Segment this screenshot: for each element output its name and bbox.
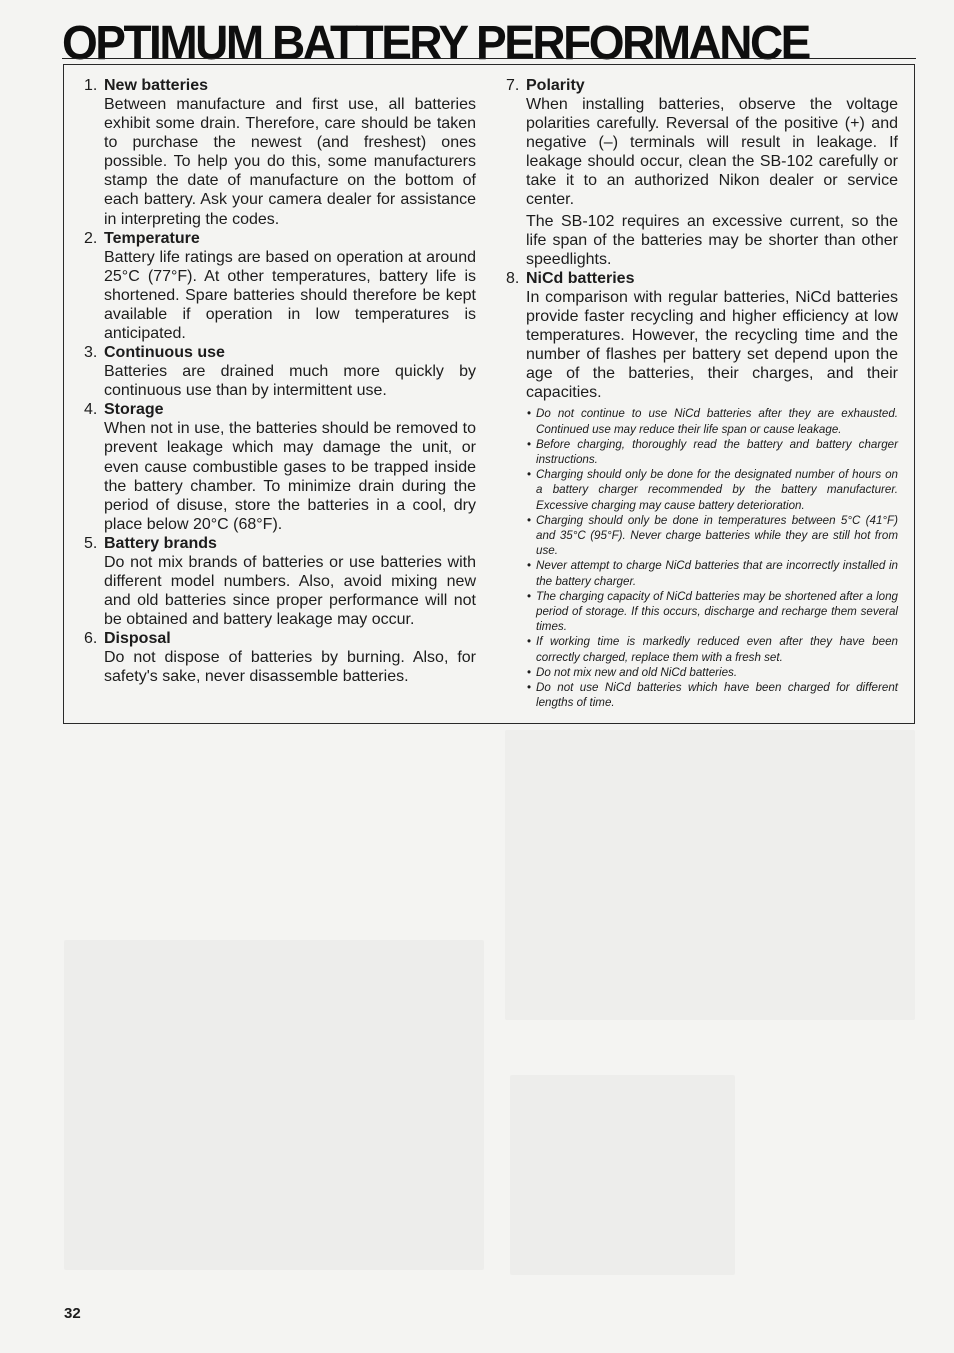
section-number: 3. bbox=[84, 344, 98, 362]
section-disposal bbox=[84, 629, 476, 686]
section-text: Batteries are drained much more quickly by continuous use than by intermittent use. bbox=[104, 363, 476, 400]
nicd-note: • Do not continue to use NiCd batteries after they are exhausted. Continued use may reduce their life span or cause leakage. bbox=[526, 406, 898, 436]
section-heading: NiCd batteries bbox=[526, 269, 635, 287]
page-number: 32 bbox=[64, 1305, 81, 1322]
section-text: When installing batteries, observe the voltage polarities carefully. Reversal of the positive (+) and negative (–) terminals will result in leakage. If leakage should occur, clean the SB-102 carefully or take it to an authorized Nikon dealer or service center. bbox=[526, 96, 898, 209]
nicd-note: • Do not mix new and old NiCd batteries. bbox=[526, 665, 898, 680]
section-text: When not in use, the batteries should be removed to prevent leakage which may damage the unit, or even cause combustible gases to be trapped inside the battery chamber. To minimize drain during the period of disuse, store the batteries in a cool, dry place below 20°C (68°F). bbox=[104, 420, 476, 533]
left-column bbox=[84, 76, 476, 686]
section-number: 2. bbox=[84, 229, 98, 247]
section-text: Do not dispose of batteries by burning. Also, for safety's sake, never disassemble batteries. bbox=[104, 649, 476, 686]
nicd-note: • If working time is markedly reduced even after they have been correctly charged, replace them with a fresh set. bbox=[526, 634, 898, 664]
section-number: 1. bbox=[84, 77, 98, 94]
section-heading: Disposal bbox=[104, 630, 171, 648]
nicd-notes-list bbox=[506, 406, 898, 710]
nicd-note: • The charging capacity of NiCd batteries may be shortened after a long period of storage. If this occurs, discharge and recharge them several times. bbox=[526, 589, 898, 635]
section-number: 4. bbox=[84, 401, 98, 419]
section-text: Do not mix brands of batteries or use batteries with different model numbers. Also, avoid mixing new and old batteries since proper performance will not be obtained and battery leakage may occur. bbox=[104, 553, 476, 629]
section-heading: Storage bbox=[104, 401, 164, 419]
nicd-note: • Do not use NiCd batteries which have been charged for different lengths of time. bbox=[526, 680, 898, 710]
section-heading: Polarity bbox=[526, 77, 585, 94]
section-number: 6. bbox=[84, 630, 98, 648]
section-new-batteries bbox=[84, 76, 476, 229]
nicd-note: • Before charging, thoroughly read the battery and battery charger instructions. bbox=[526, 437, 898, 467]
section-number: 5. bbox=[84, 534, 98, 552]
section-heading: Temperature bbox=[104, 229, 200, 247]
section-number: 7. bbox=[506, 77, 520, 94]
section-heading: Battery brands bbox=[104, 534, 217, 552]
section-storage bbox=[84, 400, 476, 534]
page-title: OPTIMUM BATTERY PERFORMANCE bbox=[62, 15, 809, 70]
section-battery-brands bbox=[84, 534, 476, 629]
show-through-shading bbox=[64, 940, 484, 1270]
section-text: Between manufacture and first use, all batteries exhibit some drain. Therefore, care should be taken to purchase the newest (and freshest) ones possible. To help you do this, some manufacturers stamp the date of manufacture on the bottom of each battery. Ask your camera dealer for assistance in interpreting the codes. bbox=[104, 96, 476, 228]
title-rule bbox=[62, 58, 916, 59]
right-column bbox=[506, 76, 898, 710]
section-continuous-use bbox=[84, 343, 476, 400]
section-polarity bbox=[506, 76, 898, 269]
section-heading: New batteries bbox=[104, 77, 209, 94]
section-text: Battery life ratings are based on operation at around 25°C (77°F). At other temperatures, battery life is shortened. Spare batteries should therefore be kept available if operation in low temperatures is anticipated. bbox=[104, 248, 476, 343]
section-text: The SB-102 requires an excessive current, so the life span of the batteries may be shorter than other speedlights. bbox=[526, 212, 898, 268]
section-heading: Continuous use bbox=[104, 344, 225, 362]
nicd-note: • Charging should only be done in temperatures between 5°C (41°F) and 35°C (95°F). Never charge batteries while they are still hot from use. bbox=[526, 513, 898, 559]
section-text: In comparison with regular batteries, NiCd batteries provide faster recycling and higher efficiency at low temperatures. However, the recycling time and the number of flashes per battery set depend upon the age of the batteries, their charges, and their capacities. bbox=[526, 288, 898, 402]
nicd-note: • Never attempt to charge NiCd batteries that are incorrectly installed in the battery charger. bbox=[526, 558, 898, 588]
show-through-shading bbox=[505, 730, 915, 1020]
nicd-note: • Charging should only be done for the designated number of hours on a battery charger recommended by the battery manufacturer. Excessive charging may cause battery deterioration. bbox=[526, 467, 898, 513]
section-number: 8. bbox=[506, 269, 520, 287]
show-through-shading bbox=[510, 1075, 735, 1275]
section-nicd-batteries bbox=[506, 269, 898, 403]
section-temperature bbox=[84, 229, 476, 343]
